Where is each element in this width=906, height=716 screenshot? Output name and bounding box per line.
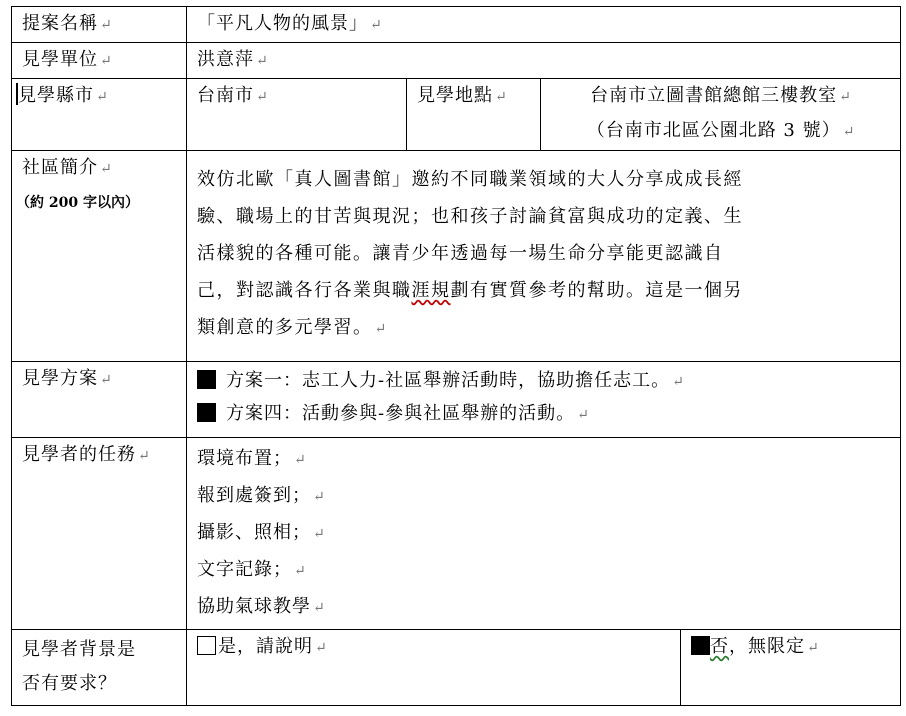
value-plan (187, 362, 901, 438)
proposal-form-table (11, 6, 901, 706)
row-unit (12, 43, 901, 79)
intro-line-2: 驗、職場上的甘苦與現況；也和孩子討論貧富與成功的定義、生 (197, 206, 743, 227)
document-page (11, 6, 900, 711)
checked-box-icon[interactable] (691, 636, 710, 655)
label-county: 見學縣市 ↵ (12, 79, 187, 151)
value-county: 台南市 ↵ (187, 79, 407, 151)
label-plan: 見學方案 ↵ (12, 362, 187, 438)
unchecked-box-icon[interactable] (197, 636, 216, 655)
intro-note: （約 200 字以內） (16, 195, 139, 211)
row-background (12, 630, 901, 706)
task-item-5: 協助氣球教學 ↵ (197, 596, 325, 617)
task-item-1: 環境布置； ↵ (197, 448, 306, 469)
label-proposal-name: 提案名稱 ↵ (12, 7, 187, 43)
label-place: 見學地點 ↵ (407, 79, 541, 151)
value-unit: 洪意萍 ↵ (187, 43, 901, 79)
intro-line-5: 類創意的多元學習。 ↵ (197, 317, 387, 338)
value-tasks (187, 438, 901, 630)
background-label-line-1: 見學者背景是 (22, 639, 136, 660)
value-intro (187, 151, 901, 362)
checked-box-icon (197, 370, 216, 389)
row-intro (12, 151, 901, 362)
plan-option-1: 方案一：志工人力-社區舉辦活動時，協助擔任志工。 ↵ (197, 365, 890, 398)
intro-line-4: 己，對認識各行各業與職涯規劃有實質參考的幫助。這是一個另 (197, 280, 743, 301)
place-line-1: 台南市立圖書館總館三樓教室 ↵ (590, 85, 851, 106)
label-intro (12, 151, 187, 362)
place-line-2: （台南市北區公園北路 3 號） ↵ (586, 120, 855, 141)
checked-box-icon (197, 403, 216, 422)
row-location (12, 79, 901, 151)
value-background-no: 否，無限定 ↵ (681, 630, 901, 706)
label-tasks: 見學者的任務 ↵ (12, 438, 187, 630)
task-item-3: 攝影、照相； ↵ (197, 522, 325, 543)
value-proposal-name: 「平凡人物的風景」 ↵ (187, 7, 901, 43)
value-place (541, 79, 901, 151)
label-background (12, 630, 187, 706)
label-unit: 見學單位 ↵ (12, 43, 187, 79)
task-item-4: 文字記錄； ↵ (197, 559, 306, 580)
intro-label: 社區簡介 ↵ (22, 157, 112, 178)
value-background-yes: 是，請說明 ↵ (187, 630, 681, 706)
row-plan (12, 362, 901, 438)
row-proposal-name (12, 7, 901, 43)
spellcheck-squiggle: 涯規 (411, 280, 451, 301)
intro-line-3: 活樣貌的各種可能。讓青少年透過每一場生命分享能更認識自 (197, 243, 724, 264)
row-tasks (12, 438, 901, 630)
intro-line-1: 效仿北歐「真人圖書館」邀約不同職業領域的大人分享成成長經 (197, 169, 743, 190)
background-label-line-2: 否有要求？ (22, 673, 117, 694)
task-item-2: 報到處簽到； ↵ (197, 485, 325, 506)
plan-option-2: 方案四：活動參與-參與社區舉辦的活動。 ↵ (197, 398, 890, 431)
